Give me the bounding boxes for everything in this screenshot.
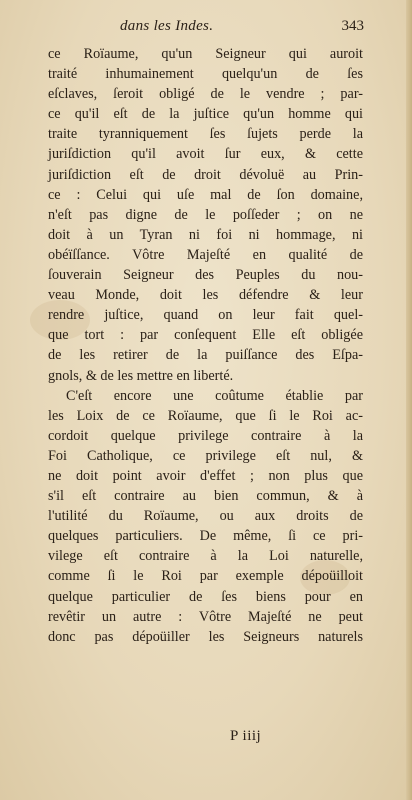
text-line: revêtir un autre : Vôtre Majeſté ne peut	[48, 608, 363, 625]
running-head: dans les Indes.	[120, 18, 214, 34]
page-number: 343	[341, 18, 364, 34]
text-line: ce qu'il eſt de la juſtice qu'un homme qui	[48, 106, 363, 123]
text-line: eſclaves, ſeroit obligé de le vendre ; par-	[48, 86, 363, 103]
text-line: doit à un Tyran ni foi ni hommage, ni	[48, 226, 363, 243]
text-line: traite tyranniquement ſes ſujets perde la	[48, 126, 363, 143]
text-line: obéïſſance. Vôtre Majeſté en qualité de	[48, 246, 363, 263]
page-edge	[406, 0, 412, 800]
text-line: ce Roïaume, qu'un Seigneur qui auroit	[48, 46, 363, 62]
text-line: les Loix de ce Roïaume, que ſi le Roi ac-	[48, 407, 363, 424]
text-line: quelques particuliers. De même, ſi ce pri-	[48, 528, 363, 545]
text-line: juriſdiction qu'il avoit ſur eux, & cette	[48, 146, 363, 163]
text-line: Foi Catholique, ce privilege eſt nul, &	[48, 447, 363, 464]
text-line: l'utilité du Roïaume, ou aux droits de	[48, 508, 363, 525]
text-line: ce : Celui qui uſe mal de ſon domaine,	[48, 186, 363, 203]
text-line: vilege eſt contraire à la Loi naturelle,	[48, 548, 363, 565]
text-line: rendre juſtice, quand on leur fait quel-	[48, 307, 363, 324]
page-header	[48, 18, 364, 38]
text-line: juriſdiction eſt de droit dévoluë au Prin-	[48, 166, 363, 183]
text-line: comme ſi le Roi par exemple dépoüilloit	[48, 568, 363, 585]
text-line: n'eſt pas digne de le poſſeder ; on ne	[48, 206, 363, 223]
signature-mark: P iiij	[230, 728, 262, 744]
text-line: quelque particulier de ſes biens pour en	[48, 588, 363, 605]
paragraph-end-line: gnols, & de les mettre en liberté.	[48, 367, 234, 384]
text-line: que tort : par conſequent Elle eſt obligée	[48, 327, 363, 344]
text-line: veau Monde, doit les défendre & leur	[48, 287, 363, 304]
text-line: s'il eſt contraire au bien commun, & à	[48, 488, 363, 505]
text-line: cordoit quelque privilege contraire à la	[48, 427, 363, 444]
text-line: ne doit point avoir d'effet ; non plus que	[48, 467, 363, 484]
body-text	[48, 44, 363, 647]
text-line: ſouverain Seigneur des Peuples du nou-	[48, 267, 363, 284]
paragraph-start-line: C'eſt encore une coûtume établie par	[66, 387, 363, 404]
text-line: donc pas dépoüiller les Seigneurs naturels	[48, 628, 363, 645]
text-line: de les retirer de la puiſſance des Eſpa-	[48, 347, 363, 364]
text-line: traité inhumainement quelqu'un de ſes	[48, 66, 363, 83]
